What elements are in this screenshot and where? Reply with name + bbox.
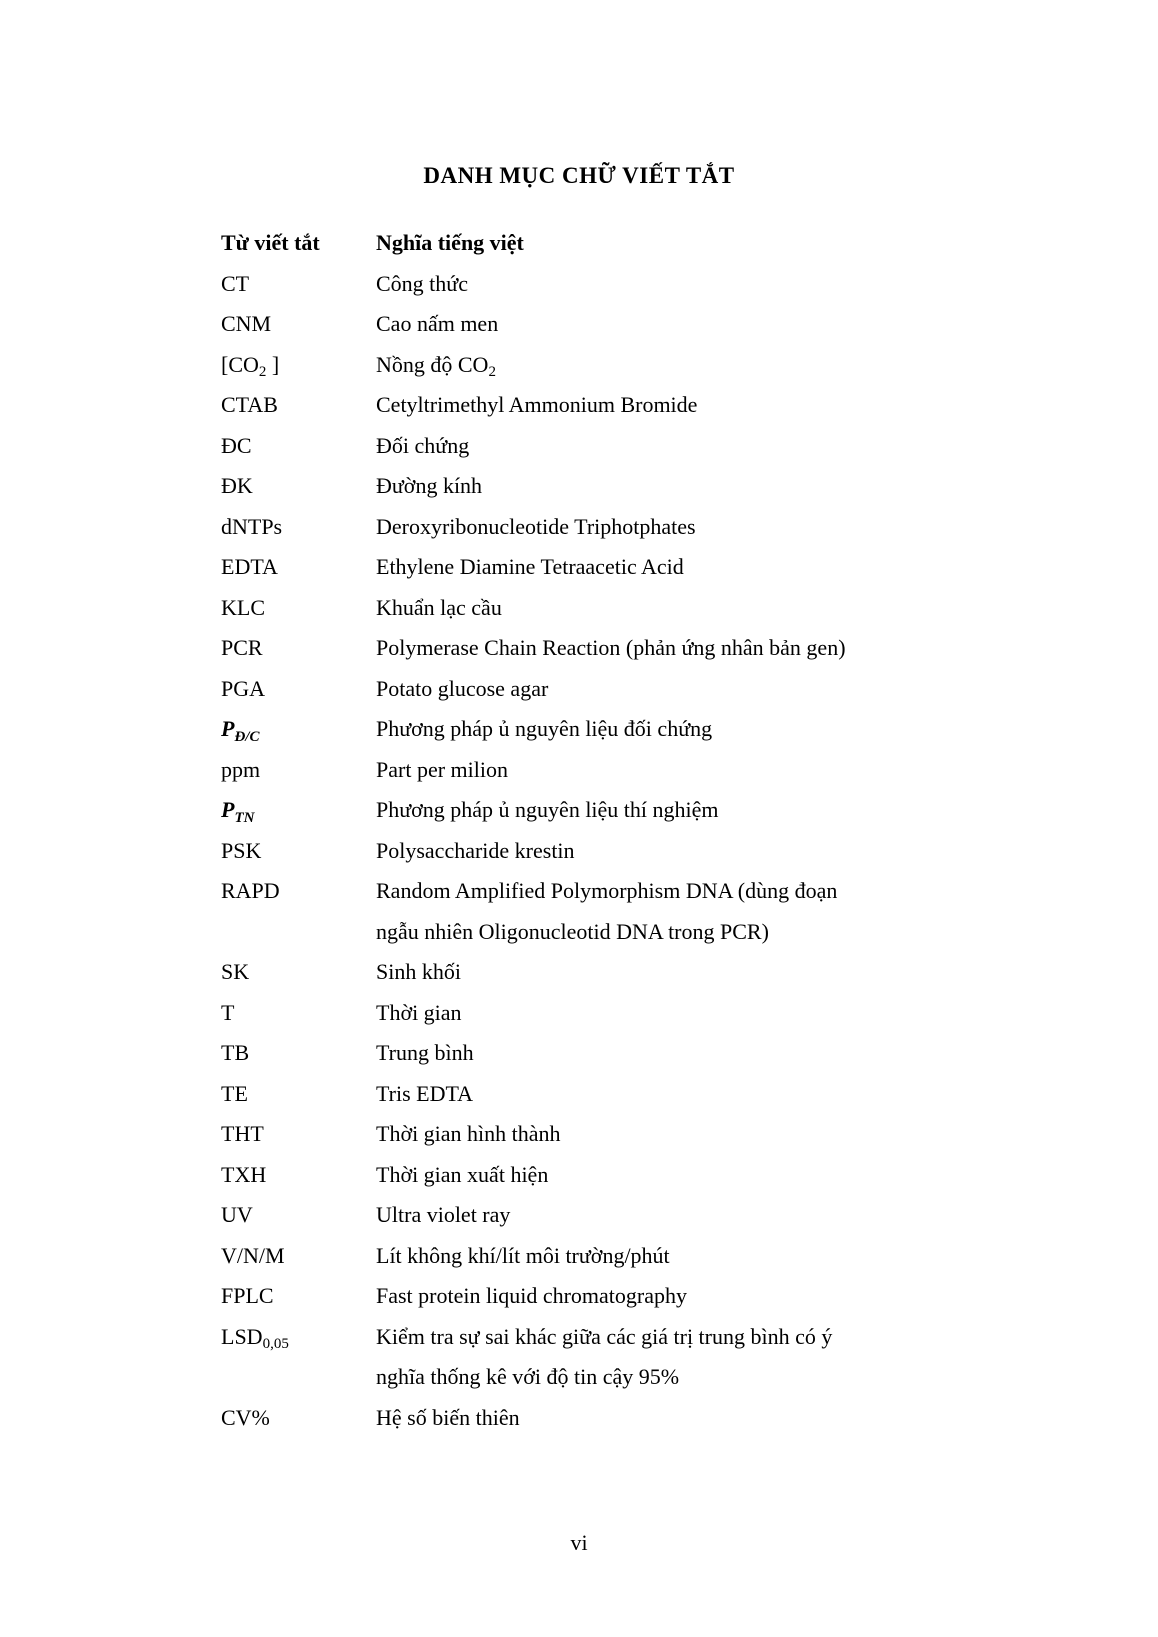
table-row bbox=[221, 507, 941, 548]
row-abbr: V/N/M bbox=[221, 1242, 285, 1268]
meaning-line-continued: nghĩa thống kê với độ tin cậy 95% bbox=[376, 1364, 680, 1389]
table-row bbox=[221, 466, 941, 507]
abbr-text: [CO bbox=[221, 351, 259, 377]
abbr-subscript: 0,05 bbox=[262, 1335, 289, 1352]
abbr-subscript: Đ/C bbox=[234, 729, 260, 745]
table-row bbox=[221, 1074, 941, 1115]
abbreviation-table bbox=[221, 223, 941, 1438]
row-meaning: Thời gian hình thành bbox=[376, 1121, 561, 1146]
row-abbr bbox=[221, 1317, 376, 1398]
table-row bbox=[221, 385, 941, 426]
row-abbr: dNTPs bbox=[221, 513, 283, 539]
table-row bbox=[221, 345, 941, 386]
page-title: DANH MỤC CHỮ VIẾT TẮT bbox=[423, 163, 735, 188]
abbr-text: P bbox=[221, 716, 235, 741]
page-number: vi bbox=[570, 1530, 588, 1555]
table-row bbox=[221, 588, 941, 629]
table-row bbox=[221, 628, 941, 669]
row-meaning: Công thức bbox=[376, 270, 468, 296]
table-row bbox=[221, 304, 941, 345]
row-abbr: SK bbox=[221, 959, 250, 984]
row-meaning: Thời gian bbox=[376, 999, 462, 1025]
row-meaning: Lít không khí/lít môi trường/phút bbox=[376, 1242, 670, 1268]
row-meaning: Polysaccharide krestin bbox=[376, 837, 575, 863]
table-row bbox=[221, 1317, 941, 1398]
row-meaning: Ultra violet ray bbox=[376, 1202, 511, 1227]
row-abbr: CT bbox=[221, 270, 250, 296]
row-abbr: RAPD bbox=[221, 878, 280, 903]
abbr-text: ] bbox=[266, 351, 280, 377]
table-row bbox=[221, 1033, 941, 1074]
header-meaning: Nghĩa tiếng việt bbox=[376, 230, 524, 255]
row-abbr: CNM bbox=[221, 311, 272, 336]
row-abbr: TE bbox=[221, 1080, 248, 1106]
row-meaning: Cao nấm men bbox=[376, 311, 499, 336]
row-meaning: Part per milion bbox=[376, 756, 508, 782]
meaning-text: Nồng độ CO bbox=[376, 351, 489, 377]
row-meaning: Đường kính bbox=[376, 473, 483, 498]
table-header bbox=[221, 223, 941, 264]
row-abbr: PSK bbox=[221, 837, 262, 863]
row-abbr bbox=[221, 709, 376, 750]
table-row bbox=[221, 1236, 941, 1277]
row-meaning: Sinh khối bbox=[376, 959, 461, 984]
table-row bbox=[221, 1398, 941, 1439]
row-abbr: TXH bbox=[221, 1161, 267, 1187]
row-meaning: Tris EDTA bbox=[376, 1080, 474, 1106]
row-abbr: TB bbox=[221, 1040, 250, 1065]
meaning-line-continued: ngẫu nhiên Oligonucleotid DNA trong PCR) bbox=[376, 918, 769, 944]
row-abbr: THT bbox=[221, 1121, 264, 1146]
table-row bbox=[221, 750, 941, 791]
table-row bbox=[221, 1195, 941, 1236]
meaning-line: Kiểm tra sự sai khác giữa các giá trị trung bình có ý bbox=[376, 1323, 833, 1349]
row-abbr: ĐK bbox=[221, 473, 253, 498]
row-meaning: Cetyltrimethyl Ammonium Bromide bbox=[376, 392, 698, 417]
row-meaning: Trung bình bbox=[376, 1040, 474, 1065]
row-abbr: CTAB bbox=[221, 392, 278, 417]
row-meaning bbox=[376, 871, 941, 952]
table-row bbox=[221, 952, 941, 993]
abbr-text: LSD bbox=[221, 1323, 263, 1349]
table-row bbox=[221, 1276, 941, 1317]
row-abbr: UV bbox=[221, 1202, 253, 1227]
row-abbr: KLC bbox=[221, 594, 265, 620]
row-abbr: EDTA bbox=[221, 554, 278, 579]
row-abbr bbox=[221, 790, 376, 831]
row-meaning: Đối chứng bbox=[376, 432, 470, 458]
row-meaning: Deroxyribonucleotide Triphotphates bbox=[376, 513, 696, 539]
meaning-line: Random Amplified Polymorphism DNA (dùng đoạn bbox=[376, 878, 838, 903]
row-abbr: FPLC bbox=[221, 1283, 274, 1308]
row-meaning: Hệ số biến thiên bbox=[376, 1404, 520, 1430]
meaning-subscript: 2 bbox=[488, 363, 496, 380]
row-meaning: Potato glucose agar bbox=[376, 675, 549, 701]
row-meaning: Khuẩn lạc cầu bbox=[376, 594, 502, 620]
row-meaning bbox=[376, 345, 941, 386]
table-row bbox=[221, 790, 941, 831]
row-meaning: Phương pháp ủ nguyên liệu đối chứng bbox=[376, 716, 713, 741]
row-meaning bbox=[376, 1317, 941, 1398]
table-row bbox=[221, 669, 941, 710]
row-abbr: T bbox=[221, 999, 235, 1025]
table-row bbox=[221, 709, 941, 750]
table-row bbox=[221, 1155, 941, 1196]
table-row bbox=[221, 264, 941, 305]
table-row bbox=[221, 831, 941, 872]
table-row bbox=[221, 871, 941, 952]
row-meaning: Polymerase Chain Reaction (phản ứng nhân bản gen) bbox=[376, 635, 846, 660]
row-abbr: PCR bbox=[221, 635, 263, 660]
row-abbr: ĐC bbox=[221, 432, 252, 458]
row-abbr: ppm bbox=[221, 756, 261, 782]
table-row bbox=[221, 426, 941, 467]
table-row bbox=[221, 993, 941, 1034]
row-abbr bbox=[221, 345, 376, 386]
abbr-text: P bbox=[221, 797, 235, 822]
row-meaning: Fast protein liquid chromatography bbox=[376, 1283, 687, 1308]
row-meaning: Phương pháp ủ nguyên liệu thí nghiệm bbox=[376, 797, 719, 822]
row-abbr: PGA bbox=[221, 675, 266, 701]
header-abbr: Từ viết tắt bbox=[221, 230, 320, 255]
abbr-subscript: TN bbox=[234, 810, 255, 826]
table-row bbox=[221, 547, 941, 588]
row-meaning: Thời gian xuất hiện bbox=[376, 1161, 549, 1187]
row-abbr: CV% bbox=[221, 1404, 270, 1430]
table-row bbox=[221, 1114, 941, 1155]
abbr-subscript: 2 bbox=[258, 363, 267, 380]
row-meaning: Ethylene Diamine Tetraacetic Acid bbox=[376, 554, 684, 579]
